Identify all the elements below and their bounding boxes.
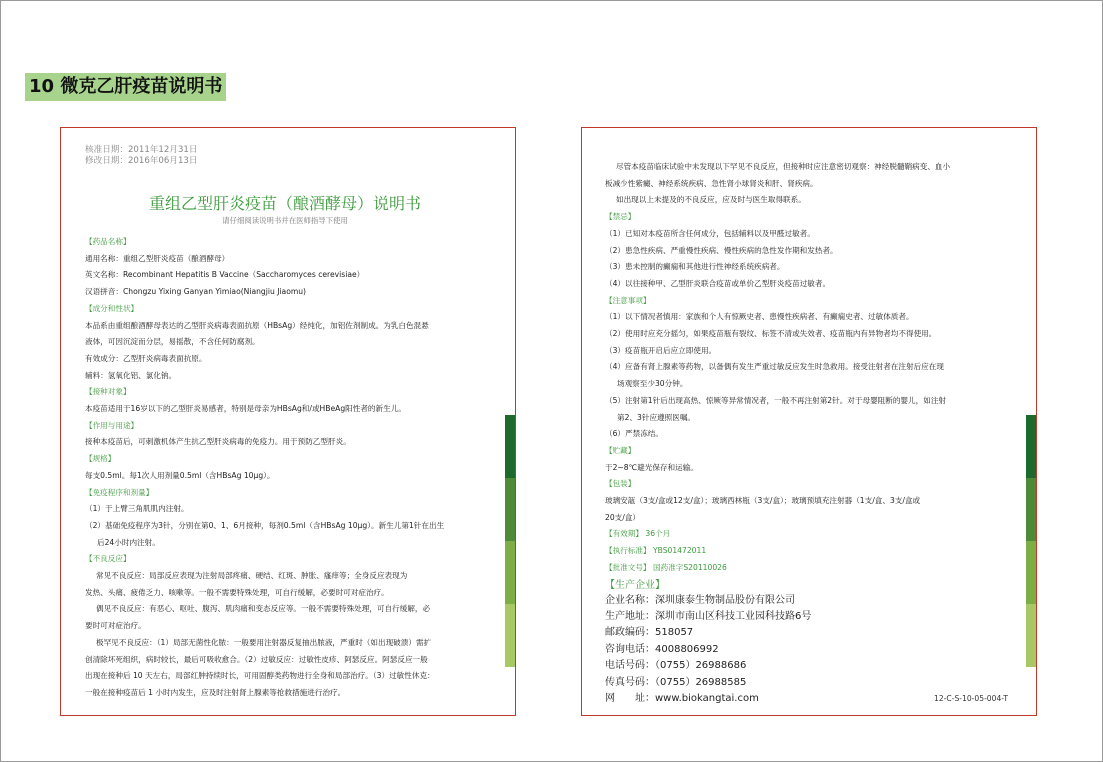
document-code: 12-C-S-10-05-004-T — [934, 694, 1008, 703]
company-info-line: 传真号码：（0755）26988585 — [605, 676, 747, 688]
leaflet-subtitle: 请仔细阅读说明书并在医师指导下使用 — [222, 216, 348, 225]
edge-tab — [505, 478, 516, 541]
green-edge-tabs — [1026, 415, 1037, 667]
text-line: 创清除坏死组织，病时较长，最后可吸收愈合。（2）过敏反应：过敏性皮疹、阿瑟反应。阿瑟反应一般 — [85, 654, 428, 664]
text-line: 接种本疫苗后，可刺激机体产生抗乙型肝炎病毒的免疫力。用于预防乙型肝炎。 — [85, 437, 351, 447]
section-header: 【规格】 — [85, 454, 116, 464]
left-text-body — [85, 234, 485, 702]
section-header: 【成分和性状】 — [85, 303, 139, 313]
text-line: 极罕见不良反应：（1）局部无菌性化脓：一般要用注射器反复抽出脓液，严重时（如出现破溃）需扩 — [96, 637, 432, 647]
company-info — [605, 593, 1015, 708]
right-text-body — [605, 159, 1015, 577]
section-header: 【包装】 — [605, 479, 636, 489]
edge-tab — [1026, 415, 1037, 478]
section-header: 【药品名称】 — [85, 237, 131, 246]
text-line: 辅料：氢氧化铝、氯化钠。 — [85, 370, 177, 380]
text-line: 通用名称：重组乙型肝炎疫苗（酿酒酵母） — [85, 253, 230, 263]
text-line: 板减少性紫癜、神经系统疾病、急性肾小球肾炎和肝、肾疾病。 — [605, 178, 818, 188]
text-line: （5）注射第1针后出现高热、惊厥等异常情况者，一般不再注射第2针。对于母婴阻断的婴儿，如注射 — [605, 395, 947, 405]
section-header: 【接种对象】 — [85, 387, 131, 397]
section-header: 【免疫程序和剂量】 — [85, 487, 154, 497]
section-header: 【贮藏】 — [605, 445, 636, 455]
text-line: 尽管本疫苗临床试验中未发现以下罕见不良反应，但接种时应注意密切观察：神经脱髓鞘病变、血小 — [616, 162, 951, 171]
text-line: （4）应备有肾上腺素等药物，以备偶有发生严重过敏反应发生时急救用。接受注射者在注射后应在现 — [605, 362, 944, 372]
company-info-line: 咨询电话：4008806992 — [605, 643, 719, 655]
text-line: 发热、头痛、疲倦乏力、咳嗽等。一般不需要特殊处理，可自行缓解，必要时可对症治疗。 — [85, 587, 389, 597]
section-header: 【执行标准】 YBS01472011 — [605, 546, 707, 556]
text-line: 要时可对症治疗。 — [85, 621, 146, 631]
text-line: 常见不良反应：局部反应表现为注射局部疼痛、硬结、红斑、肿胀、瘙痒等；全身反应表现为 — [96, 571, 408, 581]
leaflet-left-page — [60, 127, 516, 716]
edge-tab — [1026, 604, 1037, 667]
green-edge-tabs — [505, 415, 516, 667]
text-line: 第2、3针应遵照医嘱。 — [617, 412, 696, 422]
section-header: 【不良反应】 — [85, 554, 131, 564]
text-line: 后24小时内注射。 — [97, 537, 160, 547]
company-info-line: 网 址：www.biokangtai.com — [605, 693, 759, 705]
leaflet-title: 重组乙型肝炎疫苗（酿酒酵母）说明书 — [148, 194, 421, 213]
company-info-line: 邮政编码：518057 — [605, 627, 694, 639]
text-line: （2）患急性疾病、严重慢性疾病、慢性疾病的急性发作期和发热者。 — [605, 245, 838, 255]
company-header: 【生产企业】 — [605, 579, 665, 591]
page-title: 10 微克乙肝疫苗说明书 — [25, 73, 226, 101]
text-line: 20支/盒） — [605, 512, 641, 522]
text-line: 本品系由重组酿酒酵母表达的乙型肝炎病毒表面抗原（HBsAg）经纯化，加铝佐剂制成。为乳白色混悬 — [85, 320, 429, 330]
edge-tab — [505, 415, 516, 478]
company-info-line: 电话号码：（0755）26988686 — [605, 660, 747, 672]
edge-tab — [1026, 541, 1037, 604]
approval-date: 核准日期：2011年12月31日 — [85, 145, 198, 155]
section-header: 【禁忌】 — [605, 212, 636, 222]
text-line: 场观察至少30分钟。 — [617, 379, 688, 389]
text-line: （3）患未控制的癫痫和其他进行性神经系统疾病者。 — [605, 262, 785, 272]
leaflet-right-page — [581, 127, 1037, 716]
text-line: 出现在接种后 10 天左右，局部红肿持续时长，可用固醇类药物进行全身和局部治疗。（3）过敏性休克： — [85, 671, 435, 681]
text-line: （2）基础免疫程序为3针，分别在第0、1、6月接种，每剂0.5ml（含HBsAg 10μg）。新生儿第1针在出生 — [85, 520, 445, 530]
company-info-line: 企业名称：深圳康泰生物制品股份有限公司 — [605, 594, 795, 606]
text-line: （1）于上臂三角肌肌内注射。 — [85, 504, 189, 514]
text-line: 每支0.5ml。每1次人用剂量0.5ml（含HBsAg 10μg）。 — [85, 470, 275, 480]
text-line: 有效成分：乙型肝炎病毒表面抗原。 — [85, 353, 207, 363]
section-header: 【有效期】 36个月 — [605, 529, 671, 539]
text-line: 英文名称：Recombinant Hepatitis B Vaccine（Saccharomyces cerevisiae） — [85, 270, 365, 280]
edge-tab — [505, 541, 516, 604]
text-line: （6）严禁冻结。 — [605, 429, 663, 439]
text-line: （3）疫苗瓶开启后应立即使用。 — [605, 345, 717, 355]
section-header: 【作用与用途】 — [85, 420, 139, 430]
text-line: 本疫苗适用于16岁以下的乙型肝炎易感者，特别是母亲为HBsAg和/或HBeAg阳性者的新生儿。 — [85, 404, 406, 414]
text-line: 汉语拼音：Chongzu Yixing Ganyan Yimiao(Niangjiu Jiaomu) — [85, 287, 307, 297]
text-line: 偶见不良反应：有恶心、呕吐、腹泻、肌肉痛和变态反应等。一般不需要特殊处理，可自行缓解，必 — [96, 604, 431, 614]
revision-date: 修改日期：2016年06月13日 — [85, 156, 198, 166]
left-page-content — [85, 145, 485, 702]
text-line: 玻璃安瓿（3支/盒或12支/盒）；玻璃西林瓶（3支/盒）；玻璃预填充注射器（1支/盒、3支/盒或 — [605, 496, 921, 506]
text-line: （1）已知对本疫苗所含任何成分，包括辅料以及甲醛过敏者。 — [605, 228, 815, 238]
right-page-content — [605, 159, 1015, 707]
edge-tab — [505, 604, 516, 667]
text-line: 如出现以上未提及的不良反应，应及时与医生取得联系。 — [616, 195, 806, 205]
text-line: 一般在接种疫苗后 1 小时内发生，应及时注射肾上腺素等抢救措施进行治疗。 — [85, 687, 346, 697]
text-line: （1）以下情况者慎用：家族和个人有惊厥史者、患慢性疾病者、有癫痫史者、过敏体质者。 — [605, 312, 914, 322]
text-line: （2）使用时应充分摇匀，如果疫苗瓶有裂纹、标签不清或失效者、疫苗瓶内有异物者均不得使用。 — [605, 329, 937, 339]
edge-tab — [1026, 478, 1037, 541]
company-info-line: 生产地址：深圳市南山区科技工业园科技路6号 — [605, 610, 812, 622]
text-line: 于2~8℃避光保存和运输。 — [605, 462, 698, 472]
section-header: 【注意事项】 — [605, 295, 651, 305]
text-line: （4）以往接种甲、乙型肝炎联合疫苗或单价乙型肝炎疫苗过敏者。 — [605, 278, 831, 288]
text-line: 液体，可因沉淀而分层，易摇散，不含任何防腐剂。 — [85, 337, 260, 347]
section-header: 【批准文号】 国药准字S20110026 — [605, 562, 727, 572]
